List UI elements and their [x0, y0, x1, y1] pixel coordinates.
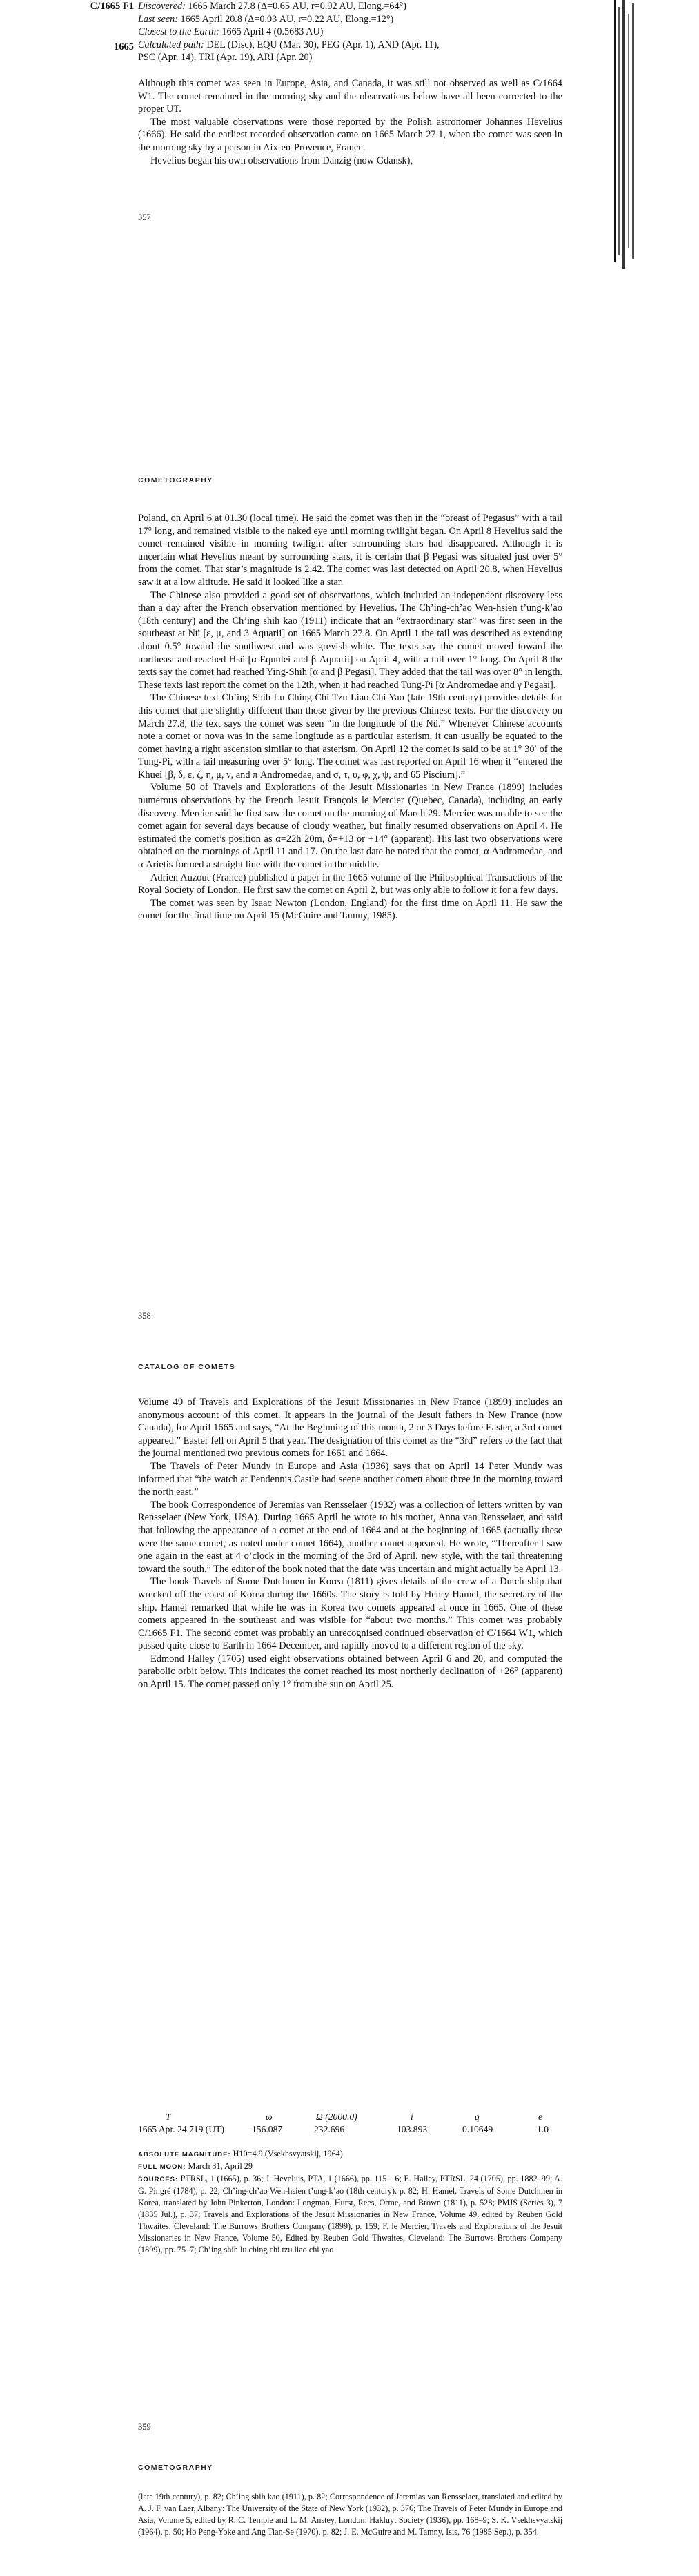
comet-designation [76, 0, 134, 53]
paragraph: The book Correspondence of Jeremias van Rensselaer (1932) was a collection of letters written by van Rensselaer (New York, USA). During 1665 April he wrote to his mother, Anna van Rensselaer, and said that following the appearance of a comet at the end of 1664 and at the beginning of 1665 (actually these were the same comet, as noted under comet 1664), another comet appeared. He wrote, “Thereafter I saw one again in the east at 4 o’clock in the morning of the 3rd of April, new style, with the tail threatening toward the south.” The editor of the book noted that the date was uncertain and might actually be April 13. [138, 1499, 562, 1575]
meta-path: Calculated path: DEL (Disc), EQU (Mar. 30), PEG (Apr. 1), AND (Apr. 11), [138, 39, 440, 50]
paragraph: The Chinese text Ch’ing Shih Lu Ching Chi Tzu Liao Chi Yao (late 19th century) provides details for this comet that are slightly different than those given by the previous Chinese texts. For the discovery on March 27.8, the text says the comet was seen “in the longitude of the Nü.” Whenever Chinese accounts note a comet or nova was in the same longitude as a particular asterism, it can usually be equated to the comet having a right ascension similar to that asterism. On April 12 the comet is said to be at 1° 30′ of the Tung-Pi, with a tail measuring over 5° long. The comet was last reported on April 16 when it “entered the Khuei [β, δ, ε, ζ, η, μ, ν, and π Andromedae, and σ, τ, υ, φ, χ, ψ, and 65 Piscium].” [138, 692, 562, 780]
page-number: 357 [138, 213, 151, 222]
meta-path-cont: PSC (Apr. 14), TRI (Apr. 19), ARI (Apr. 20) [138, 52, 313, 63]
orbit-value: 1.0 [537, 2124, 549, 2134]
binding-shadow [602, 0, 650, 276]
page-357-body [138, 77, 562, 167]
paragraph: Edmond Halley (1705) used eight observations obtained between April 6 and 20, and computed the parabolic orbit below. This indicates the comet reached its most northerly declination of +26° (apparent) on April 15. The comet passed only 1° from the sun on April 25. [138, 1653, 562, 1691]
orbit-header: Ω (2000.0) [316, 2112, 357, 2122]
book-page-360 [0, 2464, 699, 2576]
running-head: COMETOGRAPHY [138, 2464, 213, 2472]
paragraph: The Travels of Peter Mundy in Europe and Asia (1936) says that on April 14 Peter Mundy was informed that “the watch at Pendennis Castle had seene another comett about three in the morning toward the north east.” [138, 1460, 562, 1498]
orbit-value: 0.10649 [462, 2124, 493, 2134]
full-moon: FULL MOON: March 31, April 29 [138, 2161, 253, 2171]
comet-id-label: C/1665 F1 [90, 1, 134, 12]
meta-last-seen: Last seen: 1665 April 20.8 (Δ=0.93 AU, r=0.22 AU, Elong.=12°) [138, 13, 394, 25]
orbit-header: ω [266, 2112, 273, 2122]
paragraph: Hevelius began his own observations from Danzig (now Gdansk), [150, 155, 413, 166]
running-head: COMETOGRAPHY [138, 476, 213, 484]
orbit-value-row [138, 2124, 562, 2136]
book-page-359 [0, 1363, 699, 2443]
paragraph: Although this comet was seen in Europe, Asia, and Canada, it was still not observed as well as C/1664 W1. The comet remained in the morning sky and the observations below have all been corrected to the proper UT. [138, 78, 562, 115]
comet-notes [138, 2148, 562, 2256]
meta-discovered: Discovered: 1665 March 27.8 (Δ=0.65 AU, r=0.92 AU, Elong.=64°) [138, 1, 406, 12]
book-page-357 [0, 0, 699, 442]
paragraph: The Chinese also provided a good set of observations, which included an independent discovery less than a day after the French observation mentioned by Hevelius. The Ch’ing-ch’ao Wen-hsien t’ung-k’ao (18th century) and the Ch’ing shih kao (1911) indicate that an “extraordinary star” was first seen in the southeast at Nü [ε, μ, and 3 Aquarii] on 1665 March 27.8. On April 1 the tail was described as extending about 0.5° toward the southwest and was greyish-white. The texts say the comet moved toward the northeast and reached Hsü [α Equulei and β Aquarii] on April 4, with a tail over 1° long. On April 8 the texts say the comet had reached Ying-Shih [α and β Pegasi]. They added that the tail was over 8° in length. These texts last report the comet on the 12th, when it had reached Tung-Pi [α Andromedae and γ Pegasi]. [138, 589, 562, 691]
orbit-header-row [138, 2112, 562, 2124]
paragraph: The most valuable observations were those reported by the Polish astronomer Johannes Hevelius (1666). He said the earliest recorded observation came on 1665 March 27.1, when the comet was seen in the morning sky by a person in Aix-en-Provence, France. [138, 116, 562, 153]
absolute-magnitude: ABSOLUTE MAGNITUDE: H10=4.9 (Vsekhsvyatskij, 1964) [138, 2149, 343, 2159]
orbit-value: 156.087 [252, 2124, 283, 2134]
paragraph: Volume 50 of Travels and Explorations of the Jesuit Missionaries in New France (1899) includes numerous observations by the French Jesuit François le Mercier (Quebec, Canada), including an early discovery. Mercier said he first saw the comet on the morning of March 29. Mercier was unable to see the comet again for several days because of cloudy weather, but finally resumed observations on April 4. He estimated the comet’s position as α=22h 20m, δ=+13 or +14° (apparent). His last two observations were obtained on the mornings of April 11 and 17. On the last date he noted that the comet, α Andromedae, and α Arietis formed a straight line with the comet in the middle. [138, 782, 562, 871]
page-number: 358 [138, 1311, 151, 1321]
paragraph: The book Travels of Some Dutchmen in Korea (1811) gives details of the crew of a Dutch ship that wrecked off the coast of Korea during the 1660s. The story is told by Henry Hamel, the secretary of the ship. Hamel remarked that while he was in Korea two comets appeared at once in 1665. One of these comets appeared in the southeast and was visible for “about two months.” This comet was probably C/1665 F1. The second comet was probably an unrecognised continued observation of C/1664 W1, which passed quite close to Earth in 1664 December, and rapidly moved to a different region of the sky. [138, 1576, 562, 1652]
comet-metadata [138, 0, 562, 64]
orbit-header: T [166, 2112, 171, 2122]
page-359-body [138, 1396, 562, 1691]
sources: SOURCES: PTRSL, 1 (1665), p. 36; J. Hevelius, PTA, 1 (1666), pp. 115–16; E. Halley, PTRSL, 24 (1705), pp. 1882–99; A. G. Pingré (1784), p. 22; Ch’ing-ch’ao Wen-hsien t’ung-k’ao (18th century), p. 82; H. Hamel, Travels of Some Dutchmen in Korea, translated by John Pinkerton, London: Longman, Hurst, Rees, Orme, and Brown (1811), p. 528; PMJS (Series 3), 7 (1835 Jul.), p. 37; Travels and Explorations of the Jesuit Missionaries in New France, Volume 49, edited by Reuben Gold Thwaites, Cleveland: The Burrows Brothers Company (1899), p. 159; F. le Mercier, Travels and Explorations of the Jesuit Missionaries in New France, Volume 50, Edited by Reuben Gold Thwaites, Cleveland: The Burrows Brothers Company (1899), pp. 75–7; Ch’ing shih lu ching chi tzu liao chi yao [138, 2174, 562, 2254]
orbit-value: 103.893 [397, 2124, 428, 2134]
orbit-header: q [475, 2112, 480, 2122]
paragraph: Volume 49 of Travels and Explorations of the Jesuit Missionaries in New France (1899) includes an anonymous account of this comet. It appears in the journal of the Jesuit fathers in New France (now Canada), for April 1665 and says, “At the Beginning of this month, 2 or 3 Days before Easter, a 3rd comet appeared.” Easter fell on April 5 that year. The designation of this comet as the “3rd” refers to the fact that the journal mentioned two previous comets for 1661 and 1664. [138, 1397, 562, 1459]
page-358-body [138, 512, 562, 923]
page-number: 359 [138, 2422, 151, 2432]
paragraph: Adrien Auzout (France) published a paper in the 1665 volume of the Philosophical Transactions of the Royal Society of London. He first saw the comet on April 2, but was only able to follow it for a few days. [138, 872, 562, 896]
orbit-value: 232.696 [314, 2124, 345, 2134]
meta-closest: Closest to the Earth: 1665 April 4 (0.5683 AU) [138, 26, 324, 38]
orbit-header: e [538, 2112, 543, 2122]
sources-continued [138, 2491, 562, 2538]
orbit-table [138, 2112, 562, 2136]
paragraph: The comet was seen by Isaac Newton (London, England) for the first time on April 11. He saw the comet for the final time on April 15 (McGuire and Tamny, 1985). [138, 897, 562, 922]
paragraph: Poland, on April 6 at 01.30 (local time). He said the comet was then in the “breast of Pegasus” with a tail 17° long, and remained visible to the naked eye until morning twilight began. On April 8 Hevelius said the comet remained visible in morning twilight after surrounding stars had disappeared. Although it is uncertain what Hevelius meant by surrounding stars, it is certain that β Pegasi was situated just over 5° from the comet. That star’s magnitude is 2.42. The comet was last detected on April 20.8, when Hevelius saw it at a low altitude. He said it looked like a star. [138, 513, 562, 588]
orbit-header: i [411, 2112, 413, 2122]
orbit-value: 1665 Apr. 24.719 (UT) [138, 2124, 224, 2134]
book-page-358 [0, 476, 699, 1335]
comet-year-label: 1665 [114, 41, 134, 52]
sources-text: (late 19th century), p. 82; Ch’ing shih kao (1911), p. 82; Correspondence of Jeremias van Rensselaer, translated and edited by A. J. F. van Laer, Albany: The University of the State of New York (1932), p. 376; The Travels of Peter Mundy in Europe and Asia, Volume 5, edited by R. C. Temple and L. M. Anstey, London: Hakluyt Society (1936), pp. 168–9; S. K. Vsekhsvyatskij (1964), p. 50; Ho Peng-Yoke and Ang Tian-Se (1970), p. 82; J. E. McGuire and M. Tamny, Isis, 76 (1985 Sep.), p. 354. [138, 2492, 562, 2537]
running-head: CATALOG OF COMETS [138, 1363, 236, 1371]
